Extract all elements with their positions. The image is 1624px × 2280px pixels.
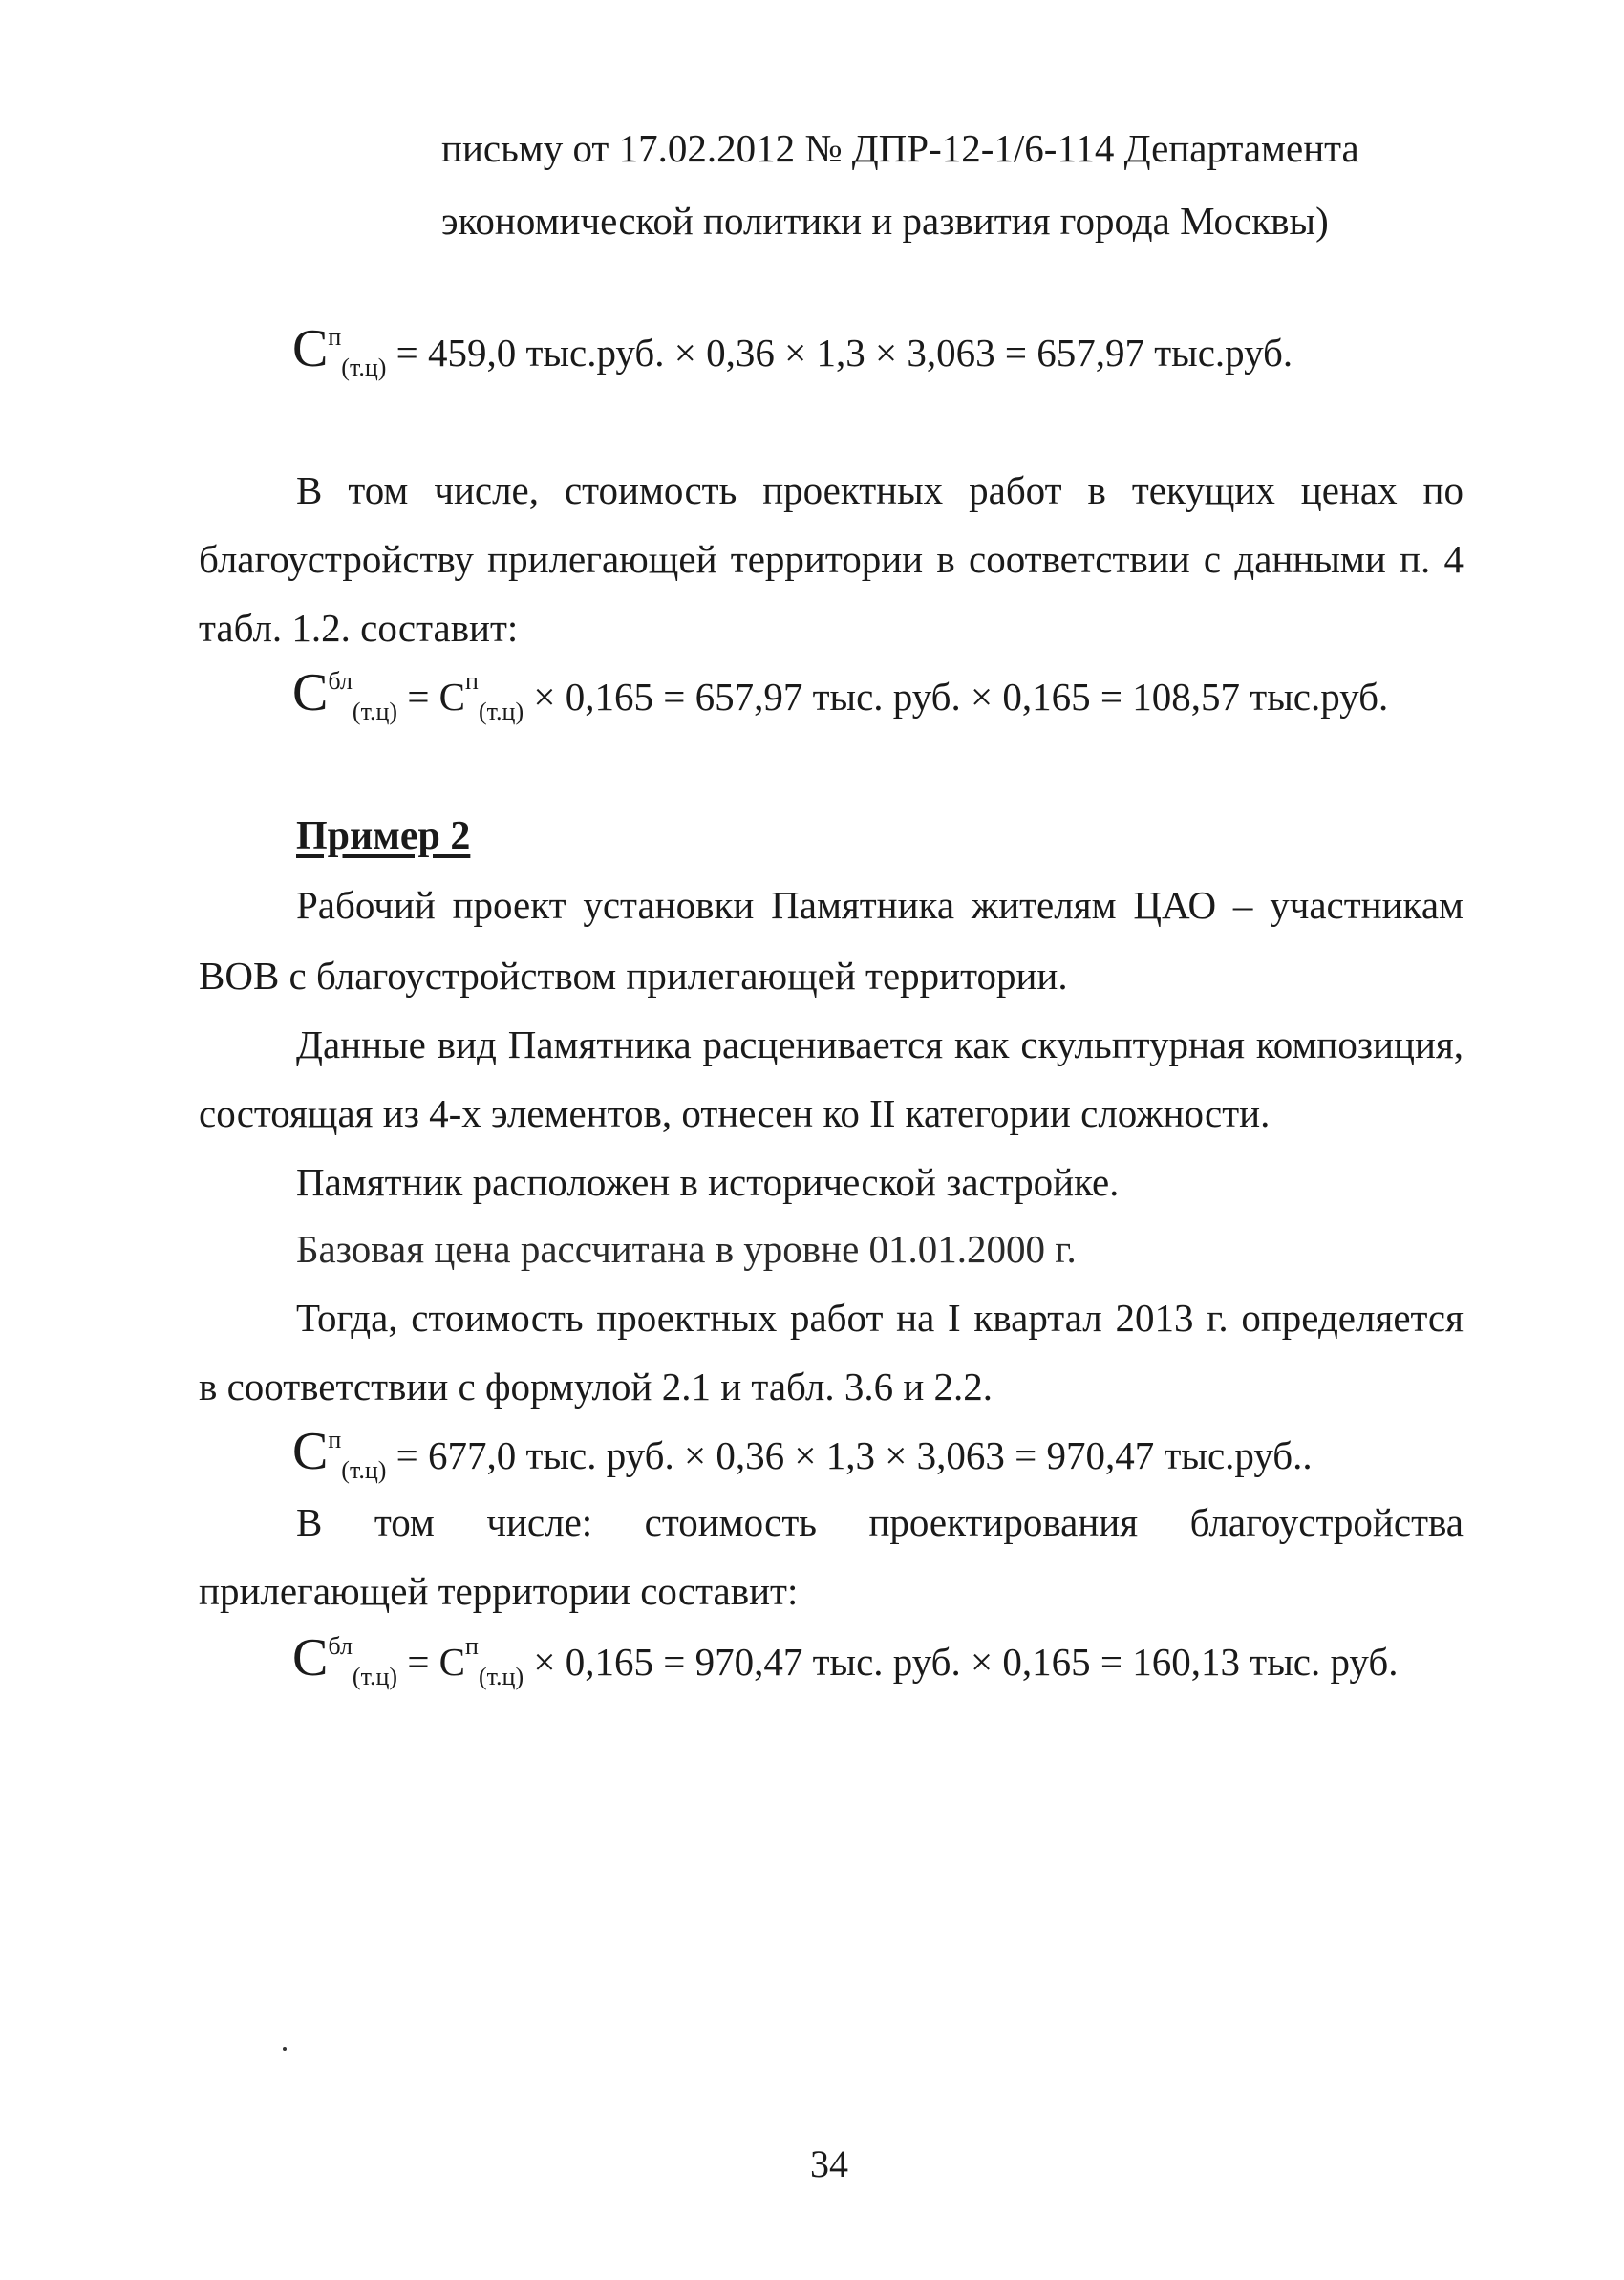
- formula-expression: = 459,0 тыс.руб. × 0,36 × 1,3 × 3,063 = 657,97 тыс.руб.: [395, 331, 1293, 375]
- para3-line-2: состоящая из 4-х элементов, отнесен ко II категории сложности.: [199, 1091, 1271, 1135]
- formula-expression: × 0,165 = 970,47 тыс. руб. × 0,165 = 160,13 тыс. руб.: [524, 1640, 1399, 1684]
- intro-line-2: экономической политики и развития города Москвы): [441, 199, 1329, 243]
- para6-line-1: Тогда, стоимость проектных работ на I квартал 2013 г. определяется: [296, 1296, 1464, 1340]
- formula-expression: = 677,0 тыс. руб. × 0,36 × 1,3 × 3,063 = 970,47 тыс.руб..: [386, 1433, 1313, 1477]
- formula-superscript: п: [328, 323, 342, 351]
- para2-line-1: Рабочий проект установки Памятника жителям ЦАО – участникам: [296, 883, 1464, 927]
- formula-symbol: С: [292, 1628, 329, 1688]
- formula-subscript: (т.ц): [352, 698, 398, 725]
- formula-superscript: бл: [328, 1632, 353, 1660]
- formula-symbol: С: [292, 1422, 329, 1481]
- para1-line-2: благоустройству прилегающей территории в соответствии с данными п. 4: [199, 537, 1464, 581]
- page-number: 34: [810, 2142, 848, 2185]
- intro-line-1: письму от 17.02.2012 № ДПР-12-1/6-114 Департамента: [441, 126, 1359, 170]
- formula-symbol: С: [292, 319, 329, 378]
- para4-line: Памятник расположен в исторической застройке.: [296, 1160, 1120, 1204]
- formula-superscript: бл: [328, 667, 353, 695]
- para5-line: Базовая цена рассчитана в уровне 01.01.2000 г.: [296, 1227, 1077, 1271]
- para2-line-2: ВОВ с благоустройством прилегающей территории.: [199, 954, 1068, 998]
- formula-superscript-2: п: [465, 667, 479, 695]
- para3-line-1: Данные вид Памятника расценивается как скульптурная композиция,: [296, 1022, 1464, 1066]
- para1-line-3: табл. 1.2. составит:: [199, 606, 519, 650]
- para1-line-1: В том числе, стоимость проектных работ в текущих ценах по: [296, 468, 1464, 512]
- formula-expression: × 0,165 = 657,97 тыс. руб. × 0,165 = 108,57 тыс.руб.: [524, 675, 1389, 719]
- para6-line-2: в соответствии с формулой 2.1 и табл. 3.6 и 2.2.: [199, 1365, 994, 1409]
- formula-subscript: (т.ц): [341, 354, 387, 381]
- formula-equals-c: = С: [397, 1640, 466, 1684]
- formula-equals-c: = С: [397, 675, 466, 719]
- formula-superscript-2: п: [465, 1632, 479, 1660]
- formula-symbol: С: [292, 663, 329, 722]
- formula-subscript: (т.ц): [341, 1456, 387, 1484]
- formula-landscaping-1: [292, 663, 1389, 726]
- formula-cost-total-2: [292, 1422, 1313, 1485]
- formula-superscript: п: [328, 1426, 342, 1453]
- formula-subscript-2: (т.ц): [478, 1663, 524, 1690]
- formula-landscaping-2: [292, 1628, 1399, 1691]
- example-heading: Пример 2: [296, 814, 471, 858]
- para7-line-2: прилегающей территории составит:: [199, 1569, 799, 1613]
- formula-cost-total-1: [292, 319, 1293, 382]
- para7-line-1: В том числе: стоимость проектирования благоустройства: [296, 1500, 1464, 1544]
- formula-subscript-2: (т.ц): [478, 698, 524, 725]
- formula-subscript: (т.ц): [352, 1663, 398, 1690]
- scan-speck: [283, 2047, 287, 2051]
